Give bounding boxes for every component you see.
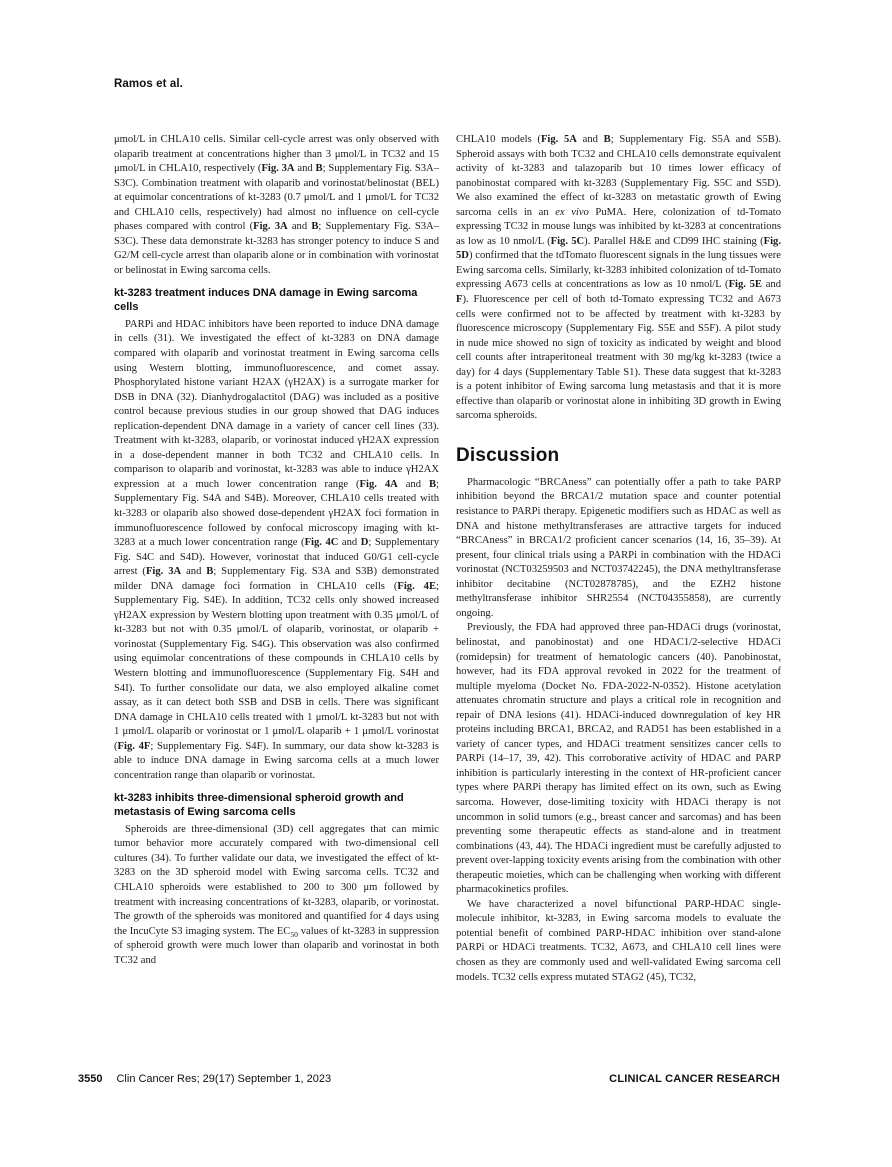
page-number: 3550 (78, 1073, 103, 1085)
body-paragraph-kt3283-characterization: We have characterized a novel bifunctional PARP-HDAC single-molecule inhibitor, kt-3283, in Ewing sarcoma models to evaluate the potential benefit of combined PARP-HDAC inhibition over stand-alone PARPi or HDACi treatments. TC32, A673, and CHLA10 cell lines were chosen as they are commonly used and well-validated Ewing sarcoma cell models. TC32 cells express mutated STAG2 (45), TC32, (456, 898, 781, 983)
body-paragraph-dna-damage: PARPi and HDAC inhibitors have been reported to induce DNA damage in cells (31). We investigated the effect of kt-3283 on DNA damage compared with olaparib and vorinostat treatment in Ewing sarcoma cells using Western blotting, immunofluorescence, and comet assay. Phosphorylated histone variant H2AX (γH2AX) is a surrogate marker for DSB in DNA (32). Dianhydrogalactitol (DAG) was included as a positive control because previous studies in our group showed that DAG induces replication-dependent DNA damage in a variety of cancer cell lines (33). Treatment with kt-3283, olaparib, or vorinostat induced γH2AX expression in a dose-dependent manner in both TC32 and CHLA10 cells. In comparison to olaparib and vorinostat, kt-3283 was able to induce γH2AX expression at a much lower concentration range (Fig. 4A and B; Supplementary Fig. S4A and S4B). Moreover, CHLA10 cells treated with kt-3283 or olaparib also showed dose-dependent γH2AX foci formation in immunofluorescence followed by confocal microscopy imaging with kt-3283 at a much lower concentration range (Fig. 4C and D; Supplementary Fig. S4C and S4D). However, vorinostat that induced G0/G1 cell-cycle arrest (Fig. 3A and B; Supplementary Fig. S3A and S3B) demonstrated milder DNA damage foci formation in CHLA10 cells (Fig. 4E; Supplementary Fig. S4E). In addition, TC32 cells only showed increased γH2AX expression by Western blotting upon treatment with 0.35 μmol/L of kt-3283 but not with 0.35 μmol/L of olaparib, vorinostat, or olaparib + vorinostat (Supplementary Fig. S4G). This observation was also confirmed using equimolar concentrations of these compounds in CHLA10 cells by Western blotting and immunofluorescence (Supplementary Fig. S4H and S4I). To further consolidate our data, we also employed alkaline comet assay, as it can detect both SSB and DSB in cells. There was significant DNA damage in CHLA10 cells treated with 1 μmol/L kt-3283 but not with 1 μmol/L olaparib or vorinostat or 1 μmol/L olaparib + 1 μmol/L vorinostat (Fig. 4F; Supplementary Fig. S4F). In summary, our data show kt-3283 is able to induce DNA damage in Ewing sarcoma cells at a much lower concentration range than olaparib or vorinostat. (114, 318, 440, 781)
footer-journal-name: CLINICAL CANCER RESEARCH (609, 1073, 780, 1085)
footer-citation-block (78, 1073, 331, 1085)
left-column (114, 133, 439, 968)
body-paragraph-spheroids: Spheroids are three-dimensional (3D) cell aggregates that can mimic tumor behavior more accurately compared with two-dimensional cell cultures (34). To further validate our data, we investigated the effect of kt-3283 on the 3D spheroid model with Ewing sarcoma cells. TC32 and CHLA10 spheroids were established to 200 to 300 μm followed by treatment with increasing concentrations of kt-3283, olaparib, or vorinostat. The growth of the spheroids was monitored and quantified for 4 days using the IncuCyte S3 imaging system. The $EC_{50}$ values of kt-3283 in suppression of spheroid growth were much lower than olaparib and vorinostat in both TC32 and (114, 823, 440, 966)
right-column (456, 133, 781, 985)
discussion-heading: Discussion (456, 444, 560, 466)
footer-citation: Clin Cancer Res; 29(17) September 1, 2023 (116, 1073, 332, 1085)
section-heading-dna-damage: kt-3283 treatment induces DNA damage in Ewing sarcoma cells (114, 287, 418, 313)
body-paragraph-spheroids-continued: CHLA10 models (Fig. 5A and B; Supplementary Fig. S5A and S5B). Spheroid assays with both TC32 and CHLA10 cells demonstrate equivalent activity of kt-3283 and talazoparib but 10 times lower efficacy of panobinostat compared with kt-3283 (Supplementary Fig. S5C and S5D). We also examined the effect of kt-3283 on metastatic growth of Ewing sarcoma cells in an ex vivo PuMA. Here, colonization of td-Tomato expressing TC32 in mouse lungs was inhibited by kt-3283 at concentrations as low as 10 nmol/L (Fig. 5C). Parallel H&E and CD99 IHC staining (Fig. 5D) confirmed that the tdTomato fluorescent signals in the lung tissues were Ewing sarcoma cells. Similarly, kt-3283 inhibited colonization of td-Tomato expressing A673 cells at concentrations as low as 10 nmol/L (Fig. 5E and F). Fluorescence per cell of both td-Tomato expressing TC32 and A673 cells were confirmed not to be affected by treatment with kt-3283 by fluorescence microscopy (Supplementary Fig. S5E and S5F). A pilot study in nude mice showed no sign of toxicity as indicated by weight and blood cell counts after intraperitoneal treatment with 30 mg/kg kt-3283 (twice a day) for 4 days (Supplementary Table S1). These data suggest that kt-3283 is a potent inhibitor of Ewing sarcoma lung metastasis and that it is more effective than olaparib or vorinostat alone in inhibiting 3D growth in Ewing sarcoma spheroids. (456, 134, 782, 422)
body-paragraph-brcaness: Pharmacologic “BRCAness” can potentially offer a path to take PARP inhibition beyond the BRCA1/2 mutation space and counter potential resistance to PARPi therapy. Epigenetic modifiers such as HDAC as well as DNA and histone methyltransferases are attractive targets for induced “BRCAness” in BRCA1/2 proficient cancer scenarios (14, 16, 35–39). At present, four clinical trials using a PARPi in combination with the HDACi vorinostat (NCT03259503 and NCT03742245), the DNA methyltransferase inhibitor decitabine (NCT02878785), and the EZH2 histone methyltransferase inhibitor SHR2554 (NCT04355858), are currently ongoing. (456, 476, 781, 619)
body-paragraph-cell-cycle: μmol/L in CHLA10 cells. Similar cell-cycle arrest was only observed with olaparib treatment at concentrations higher than 3 μmol/L in TC32 and 15 μmol/L in CHLA10, respectively (Fig. 3A and B; Supplementary Fig. S3A–S3C). Combination treatment with olaparib and vorinostat/belinostat (BEL) at equimolar concentrations of kt-3283 (0.7 μmol/L and 1 μmol/L for TC32 and CHLA10 cells, respectively) had almost no influence on cell-cycle phases compared with control (Fig. 3A and B; Supplementary Fig. S3A–S3C). These data demonstrate kt-3283 has stronger potency to induce S and G2/M cell-cycle arrest than olaparib alone or in combination with vorinostat or belinostat in Ewing sarcoma cells. (114, 134, 439, 276)
body-paragraph-hdaci-history: Previously, the FDA had approved three pan-HDACi drugs (vorinostat, belinostat, and panobinostat) and one HDAC1/2-selective HDACi (romidepsin) for treatment of hematologic cancers (40). Panobinostat, however, had its FDA approval revoked in 2022 for the treatment of multiple myeloma (Docket No. FDA-2022-N-0352). Histone acetylation attenuates chromatin structure and plays a critical role in recognition and repair of DNA lesions (41). HDACi-induced downregulation of key HR proteins including BRCA1, BRCA2, and RAD51 has been established in a variety of cancer types, and HDACi treatment sensitizes cancer cells to PARPi (14–17, 39, 42). This corroborative activity of HDAC and PARP inhibition is particularly interesting in the context of HR-proficient cancer types where PARPi therapy has limited effect on its own, such as Ewing sarcoma. However, dose-limiting toxicity with HDACi therapy is not uncommon in solid tumors (e.g., breast cancer and sarcomas) and has been preventing some therapeutic effects as stand-alone and in treatment combinations (43, 44). The HDACi ingredient must be carefully adjusted to prevent over-lapping toxicity events arising from the combination with other therapeutic moieties, which can be challenging when working with different pharmacokinetics profiles. (456, 622, 781, 896)
running-header-authors: Ramos et al. (114, 78, 183, 90)
section-heading-spheroid-metastasis: kt-3283 inhibits three-dimensional spheroid growth and metastasis of Ewing sarcoma cells (114, 792, 404, 818)
